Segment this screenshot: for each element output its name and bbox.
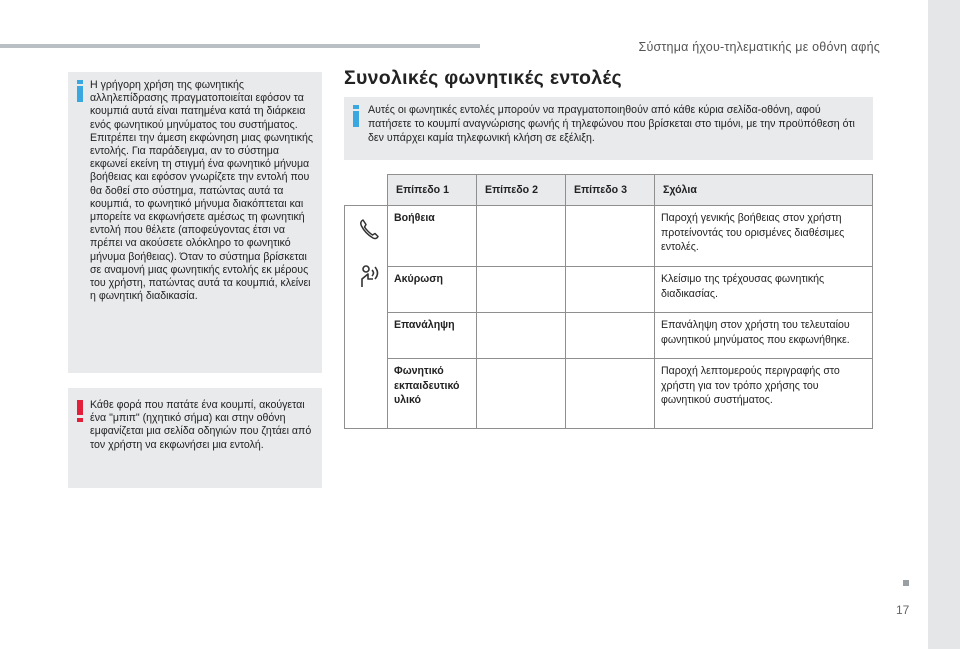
section-note <box>344 97 873 160</box>
command-voice-tutorial: Φωνητικό εκπαιδευτικό υλικό <box>388 359 477 429</box>
warning-box <box>68 388 322 488</box>
page-marker <box>903 580 909 586</box>
warning-box-text: Κάθε φορά που πατάτε ένα κουμπί, ακούγεται ένα "μπιπ" (ηχητικό σήμα) και στην οθόνη εμφανίζεται μια σελίδα οδηγιών που ζητάει από τον χρήστη να εκφωνήσει μια εντολή. <box>90 399 312 451</box>
top-rule <box>0 44 480 48</box>
table-row <box>345 359 873 429</box>
level-3-cell <box>566 359 655 429</box>
comment-cell: Παροχή γενικής βοήθειας στον χρήστη προτείνοντάς του ορισμένες διαθέσιμες εντολές. <box>655 206 873 267</box>
section-title: Συνολικές φωνητικές εντολές <box>344 67 622 89</box>
table-row <box>345 206 873 267</box>
level-3-cell <box>566 313 655 359</box>
voice-command-icon <box>359 264 381 288</box>
level-2-cell <box>477 359 566 429</box>
command-cancel: Ακύρωση <box>388 267 477 313</box>
level-2-cell <box>477 206 566 267</box>
table-row <box>345 267 873 313</box>
level-2-cell <box>477 267 566 313</box>
comment-cell: Επανάληψη στον χρήστη του τελευταίου φωνητικού μηνύματος που εκφωνήθηκε. <box>655 313 873 359</box>
header-blank-cell <box>345 175 388 206</box>
table-row <box>345 313 873 359</box>
table-header-row <box>345 175 873 206</box>
info-icon <box>353 105 359 127</box>
page-number: 17 <box>896 603 910 617</box>
command-repeat: Επανάληψη <box>388 313 477 359</box>
section-note-text: Αυτές οι φωνητικές εντολές μπορούν να πραγματοποιηθούν από κάθε κύρια σελίδα-οθόνη, αφού πατήσετε το κουμπί αναγνώρισης φωνής ή τηλεφώνου που βρίσκεται στο τιμόνι, με την προϋπόθεση ότι δεν υπάρχει καμία τηλεφωνική κλήση σε εξέλιξη. <box>368 104 855 144</box>
header-level-3: Επίπεδο 3 <box>566 175 655 206</box>
chapter-title: Σύστημα ήχου-τηλεματικής με οθόνη αφής <box>638 40 880 54</box>
header-level-2: Επίπεδο 2 <box>477 175 566 206</box>
level-2-cell <box>477 313 566 359</box>
header-level-1: Επίπεδο 1 <box>388 175 477 206</box>
info-box-text: Η γρήγορη χρήση της φωνητικής αλληλεπίδρασης πραγματοποιείται εφόσον τα κουμπιά αυτά είναι πατημένα κατά τη διάρκεια ενός φωνητικού μηνύματος του συστήματος. Επιτρέπει την άμεση εκφώνηση μιας φωνητικής εντολής. Για παράδειγμα, αν το σύστημα εκφωνεί εκείνη τη στιγμή ένα φωνητικό μήνυμα βοήθειας και εφόσον γνωρίζετε την εντολή που θα δοθεί στο σύστημα, πατώντας αυτά τα κουμπιά, το φωνητικό μήνυμα διακόπτεται και μπορείτε να εκφωνήσετε αμέσως τη φωνητική εντολή που θέλετε (αποφεύγοντας έτσι να πρέπει να ακούσετε ολόκληρο το φωνητικό μήνυμα βοήθειας). Όταν το σύστημα βρίσκεται σε αναμονή μιας φωνητικής εντολής εκ μέρους του χρήστη, πατώντας αυτά τα κουμπιά, κλείνει η φωνητική διαδικασία. <box>90 79 314 303</box>
level-3-cell <box>566 267 655 313</box>
header-comments: Σχόλια <box>655 175 873 206</box>
info-icon <box>77 80 83 102</box>
page-edge-strip <box>928 0 960 649</box>
info-box <box>68 72 322 373</box>
command-help: Βοήθεια <box>388 206 477 267</box>
icon-cell <box>345 206 388 429</box>
comment-cell: Κλείσιμο της τρέχουσας φωνητικής διαδικασίας. <box>655 267 873 313</box>
voice-commands-table <box>344 174 873 429</box>
comment-cell: Παροχή λεπτομερούς περιγραφής στο χρήστη για τον τρόπο χρήσης του φωνητικού συστήματος. <box>655 359 873 429</box>
warning-icon <box>77 400 83 422</box>
level-3-cell <box>566 206 655 267</box>
phone-icon <box>359 218 379 240</box>
